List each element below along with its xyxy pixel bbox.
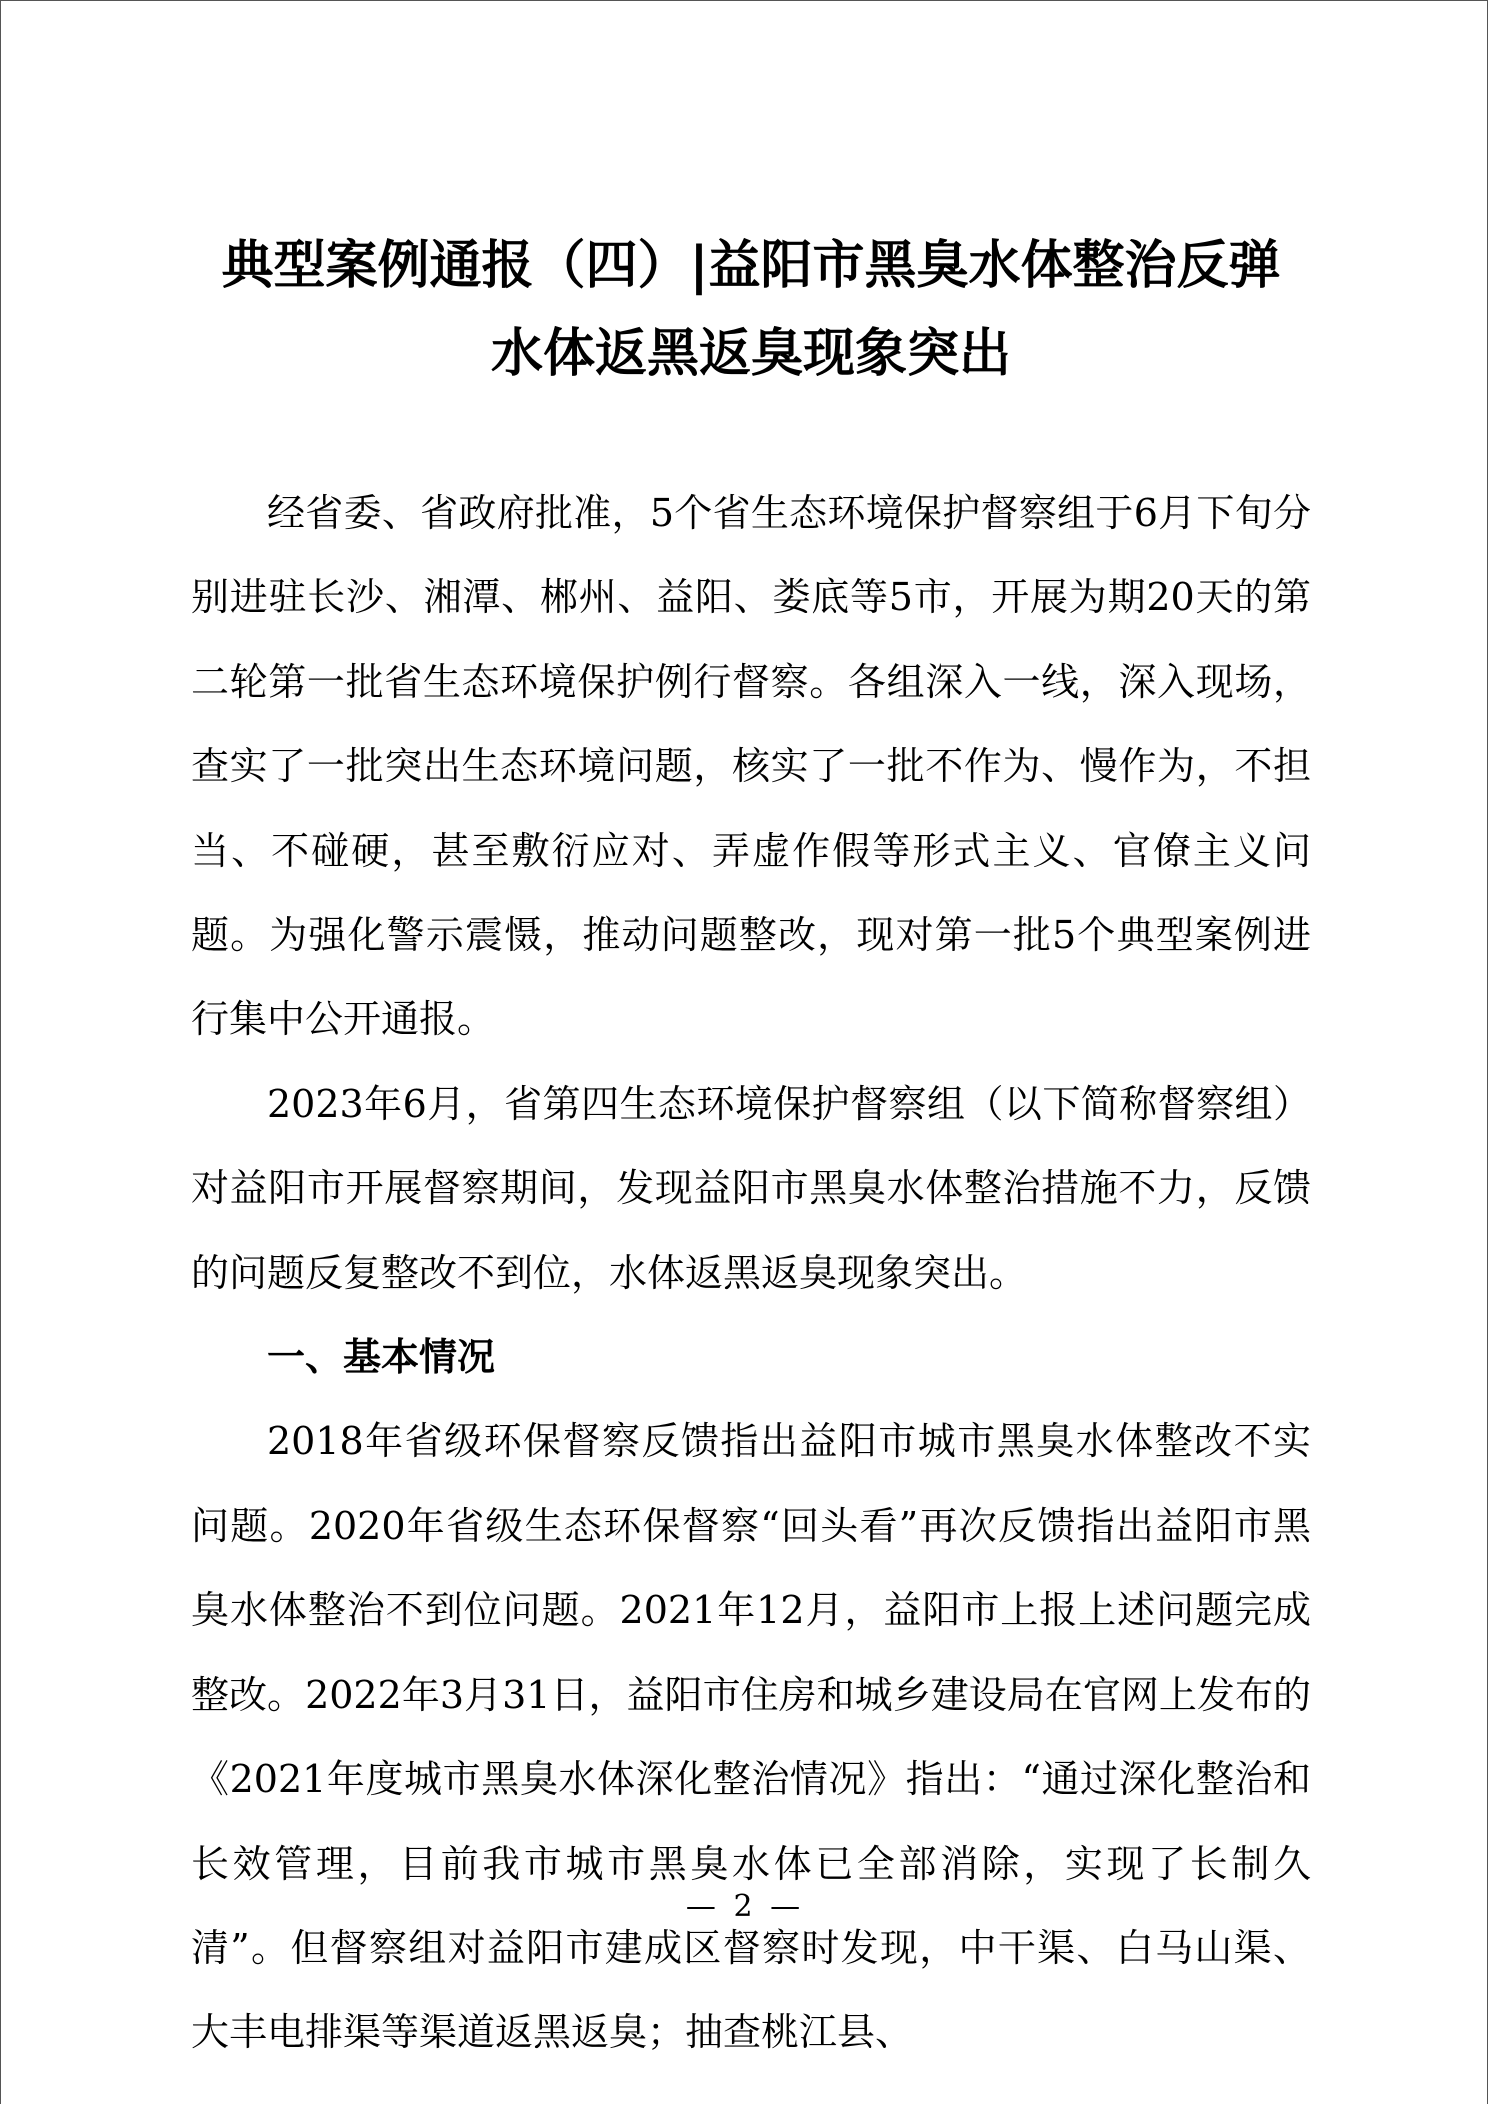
document-body	[191, 471, 1311, 2075]
paragraph-summary: 2023年6月，省第四生态环境保护督察组（以下简称督察组）对益阳市开展督察期间，发现益阳市黑臭水体整治措施不力，反馈的问题反复整改不到位，水体返黑返臭现象突出。	[191, 1081, 1311, 1295]
section-heading: 一、基本情况	[267, 1335, 496, 1380]
document-title-line-1: 典型案例通报（四）|益阳市黑臭水体整治反弹	[221, 236, 1281, 296]
paragraph-intro: 经省委、省政府批准，5个省生态环境保护督察组于6月下旬分别进驻长沙、湘潭、郴州、益阳、娄底等5市，开展为期20天的第二轮第一批省生态环境保护例行督察。各组深入一线，深入现场，查实了一批突出生态环境问题，核实了一批不作为、慢作为，不担当、不碰硬，甚至敷衍应对、弄虚作假等形式主义、官僚主义问题。为强化警示震慑，推动问题整改，现对第一批5个典型案例进行集中公开通报。	[191, 491, 1311, 1042]
document-title-line-2: 水体返黑返臭现象突出	[490, 324, 1011, 384]
paragraph-basic-situation: 2018年省级环保督察反馈指出益阳市城市黑臭水体整改不实问题。2020年省级生态环保督察“回头看”再次反馈指出益阳市黑臭水体整治不到位问题。2021年12月，益阳市上报上述问题完成整改。2022年3月31日，益阳市住房和城乡建设局在官网上发布的《2021年度城市黑臭水体深化整治情况》指出：“通过深化整治和长效管理，目前我市城市黑臭水体已全部消除，实现了长制久清”。但督察组对益阳市建成区督察时发现，中干渠、白马山渠、大丰电排渠等渠道返黑返臭；抽查桃江县、	[191, 1419, 1311, 2055]
page-number: — 2 —	[685, 1889, 805, 1924]
